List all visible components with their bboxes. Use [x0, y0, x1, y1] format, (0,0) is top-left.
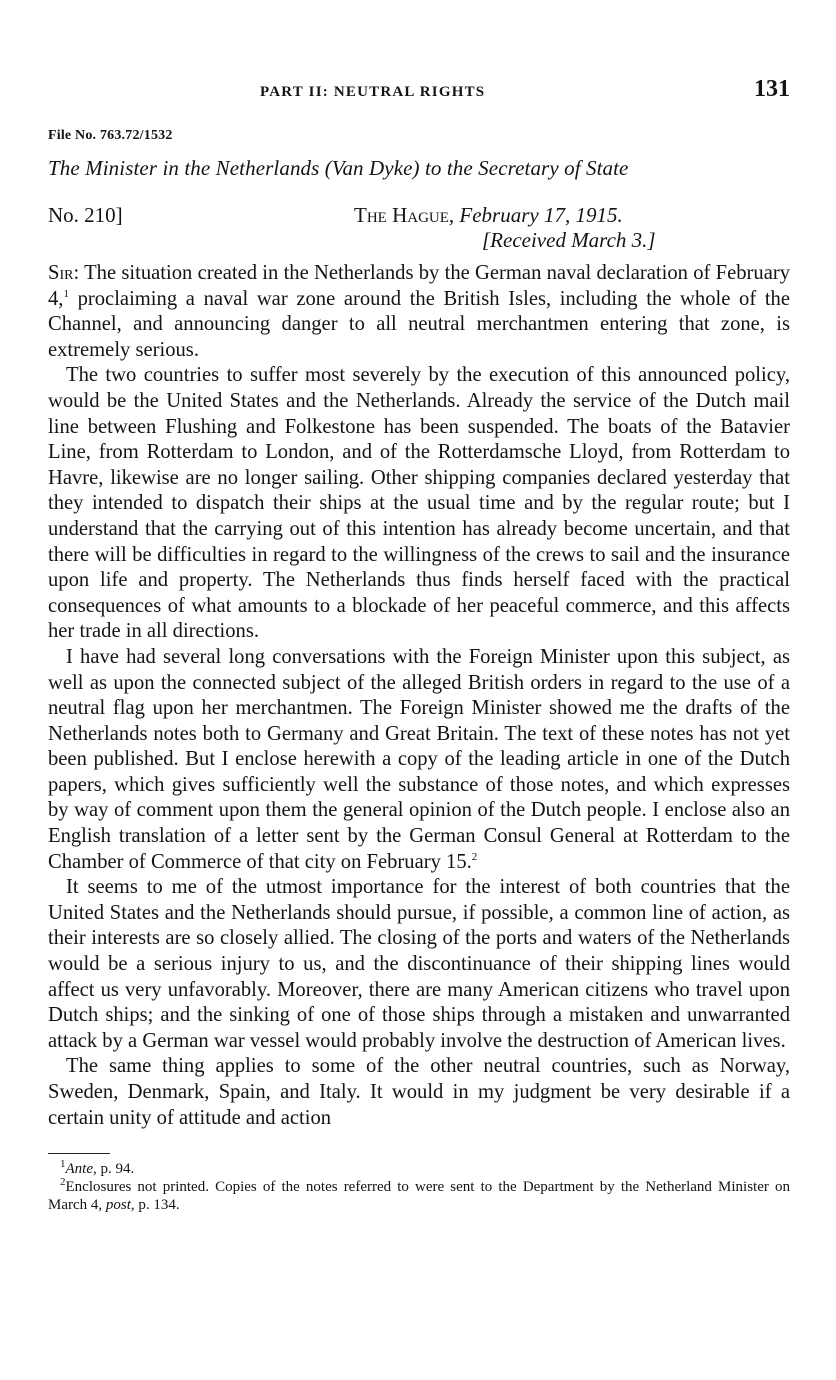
- document-page: [48, 76, 790, 1214]
- dateline: [48, 203, 790, 253]
- footnote-ref-2: 2: [471, 850, 478, 863]
- document-number: No. 210]: [48, 203, 123, 227]
- paragraph-1-text-a: The situation created in the Netherlands by the German naval declaration of February 4,: [48, 262, 790, 310]
- running-head: [48, 76, 790, 108]
- file-number: File No. 763.72/1532: [48, 128, 173, 143]
- footnote-1: [48, 1160, 790, 1178]
- footnote-1-text: , p. 94.: [93, 1161, 135, 1178]
- salutation: Sir:: [48, 262, 80, 284]
- footnote-2-post: post: [105, 1197, 131, 1214]
- footnote-2: [48, 1178, 790, 1214]
- footnotes: [48, 1160, 790, 1214]
- page-number: 131: [754, 76, 790, 102]
- footnote-2-mark: 2: [60, 1176, 66, 1189]
- footnote-1-mark: 1: [60, 1158, 66, 1171]
- received-date: [Received March 3.]: [482, 228, 656, 252]
- footnote-divider: [48, 1153, 110, 1154]
- place-date: [354, 203, 623, 228]
- footnote-1-ante: Ante: [65, 1161, 93, 1178]
- document-title: The Minister in the Netherlands (Van Dyke) to the Secretary of State: [48, 156, 629, 180]
- paragraph-2: The two countries to suffer most severely by the execution of this announced policy, would be the United States and the Netherlands. Already the service of the Dutch mail line between Flushing and Folkestone has been suspended. The boats of the Batavier Line, from Rotterdam to London, and of the Rotterdamsche Lloyd, from Rotterdam to Havre, likewise are no longer sailing. Other shipping companies declared yesterday that they intended to dispatch their ships at the usual time and by the regular route; but I understand that the carrying out of this intention has already become uncertain, and that there will be difficulties in regard to the willingness of the crews to sail and the insurance upon life and property. The Netherlands thus finds herself faced with the practical consequences of what amounts to a blockade of her peaceful commerce, and this affects her trade in all directions.: [48, 364, 790, 643]
- paragraph-3-text: I have had several long conversations with the Foreign Minister upon this subject, as well as upon the connected subject of the alleged British orders in regard to the use of a neutral flag upon her merchantmen. The Foreign Minister showed me the drafts of the Netherlands notes both to Germany and Great Britain. The text of these notes has not yet been published. But I enclose herewith a copy of the leading article in one of the Dutch papers, which gives sufficiently well the substance of those notes, and which expresses by way of comment upon them the general opinion of the Dutch people. I enclose also an English translation of a letter sent by the German Consul General at Rotterdam to the Chamber of Commerce of that city on February 15.: [48, 645, 790, 873]
- dateline-date: February 17, 1915.: [459, 203, 623, 227]
- dateline-place: The Hague,: [354, 203, 455, 227]
- letter-body: [48, 261, 790, 1131]
- paragraph-1: [48, 261, 790, 363]
- running-title: PART II: NEUTRAL RIGHTS: [260, 84, 486, 100]
- paragraph-5: The same thing applies to some of the other neutral countries, such as Norway, Sweden, Denmark, Spain, and Italy. It would in my judgment be very desirable if a certain unity of attitude and action: [48, 1055, 790, 1129]
- paragraph-1-text-b: proclaiming a naval war zone around the British Isles, including the whole of the Channel, and announcing danger to all neutral merchantmen entering that zone, is extremely serious.: [48, 287, 790, 361]
- footnote-2-text: Enclosures not printed. Copies of the notes referred to were sent to the Department by the Netherland Minister on March 4,: [48, 1179, 790, 1214]
- footnote-ref-1: 1: [63, 287, 69, 300]
- footnote-2-tail: , p. 134.: [130, 1197, 180, 1214]
- paragraph-3: [48, 645, 790, 875]
- paragraph-4: It seems to me of the utmost importance for the interest of both countries that the United States and the Netherlands should pursue, if possible, a common line of action, as their interests are so closely allied. The closing of the ports and waters of the Netherlands would be a serious injury to us, and the discontinuance of their shipping lines would affect us very unfavorably. Moreover, there are many American citizens who travel upon Dutch ships; and the sinking of one of those ships through a mistaken and unwarranted attack by a German war vessel would probably involve the destruction of American lives.: [48, 876, 790, 1052]
